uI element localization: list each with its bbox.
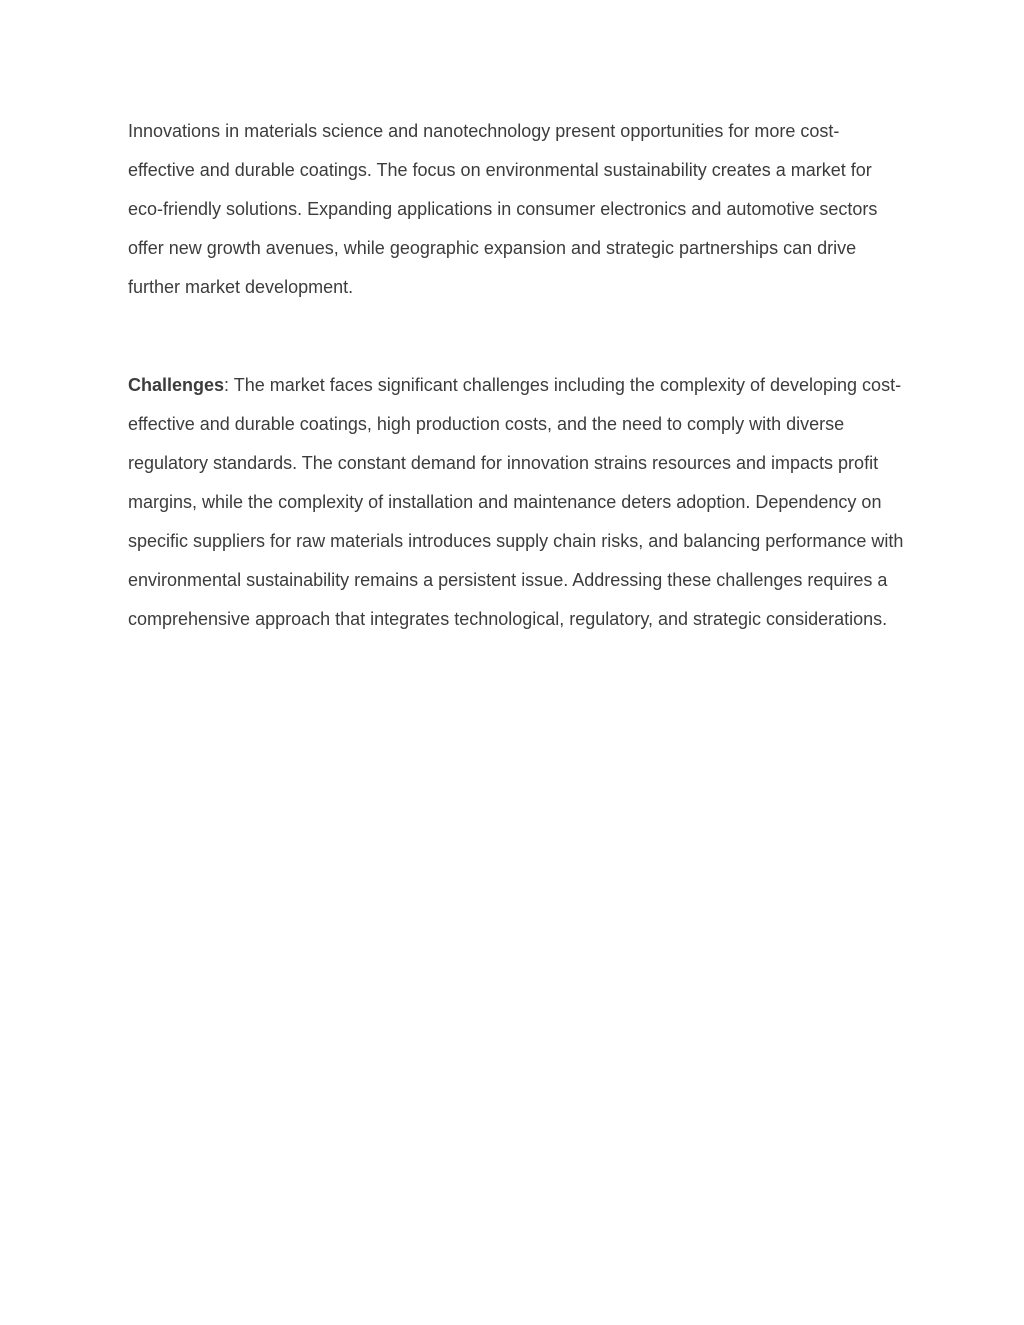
challenges-paragraph <box>128 366 904 639</box>
opportunities-text: Innovations in materials science and nanotechnology present opportunities for more cost-effective and durable coatings. The focus on environmental sustainability creates a market for eco-friendly solutions. Expanding applications in consumer electronics and automotive sectors offer new growth avenues, while geographic expansion and strategic partnerships can drive further market development. <box>128 121 878 297</box>
document-body <box>128 112 904 639</box>
opportunities-paragraph <box>128 112 904 307</box>
challenges-text: : The market faces significant challenges including the complexity of developing cost-effective and durable coatings, high production costs, and the need to comply with diverse regulatory standards. The constant demand for innovation strains resources and impacts profit margins, while the complexity of installation and maintenance deters adoption. Dependency on specific suppliers for raw materials introduces supply chain risks, and balancing performance with environmental sustainability remains a persistent issue. Addressing these challenges requires a comprehensive approach that integrates technological, regulatory, and strategic considerations. <box>128 375 904 629</box>
challenges-heading: Challenges <box>128 375 225 395</box>
